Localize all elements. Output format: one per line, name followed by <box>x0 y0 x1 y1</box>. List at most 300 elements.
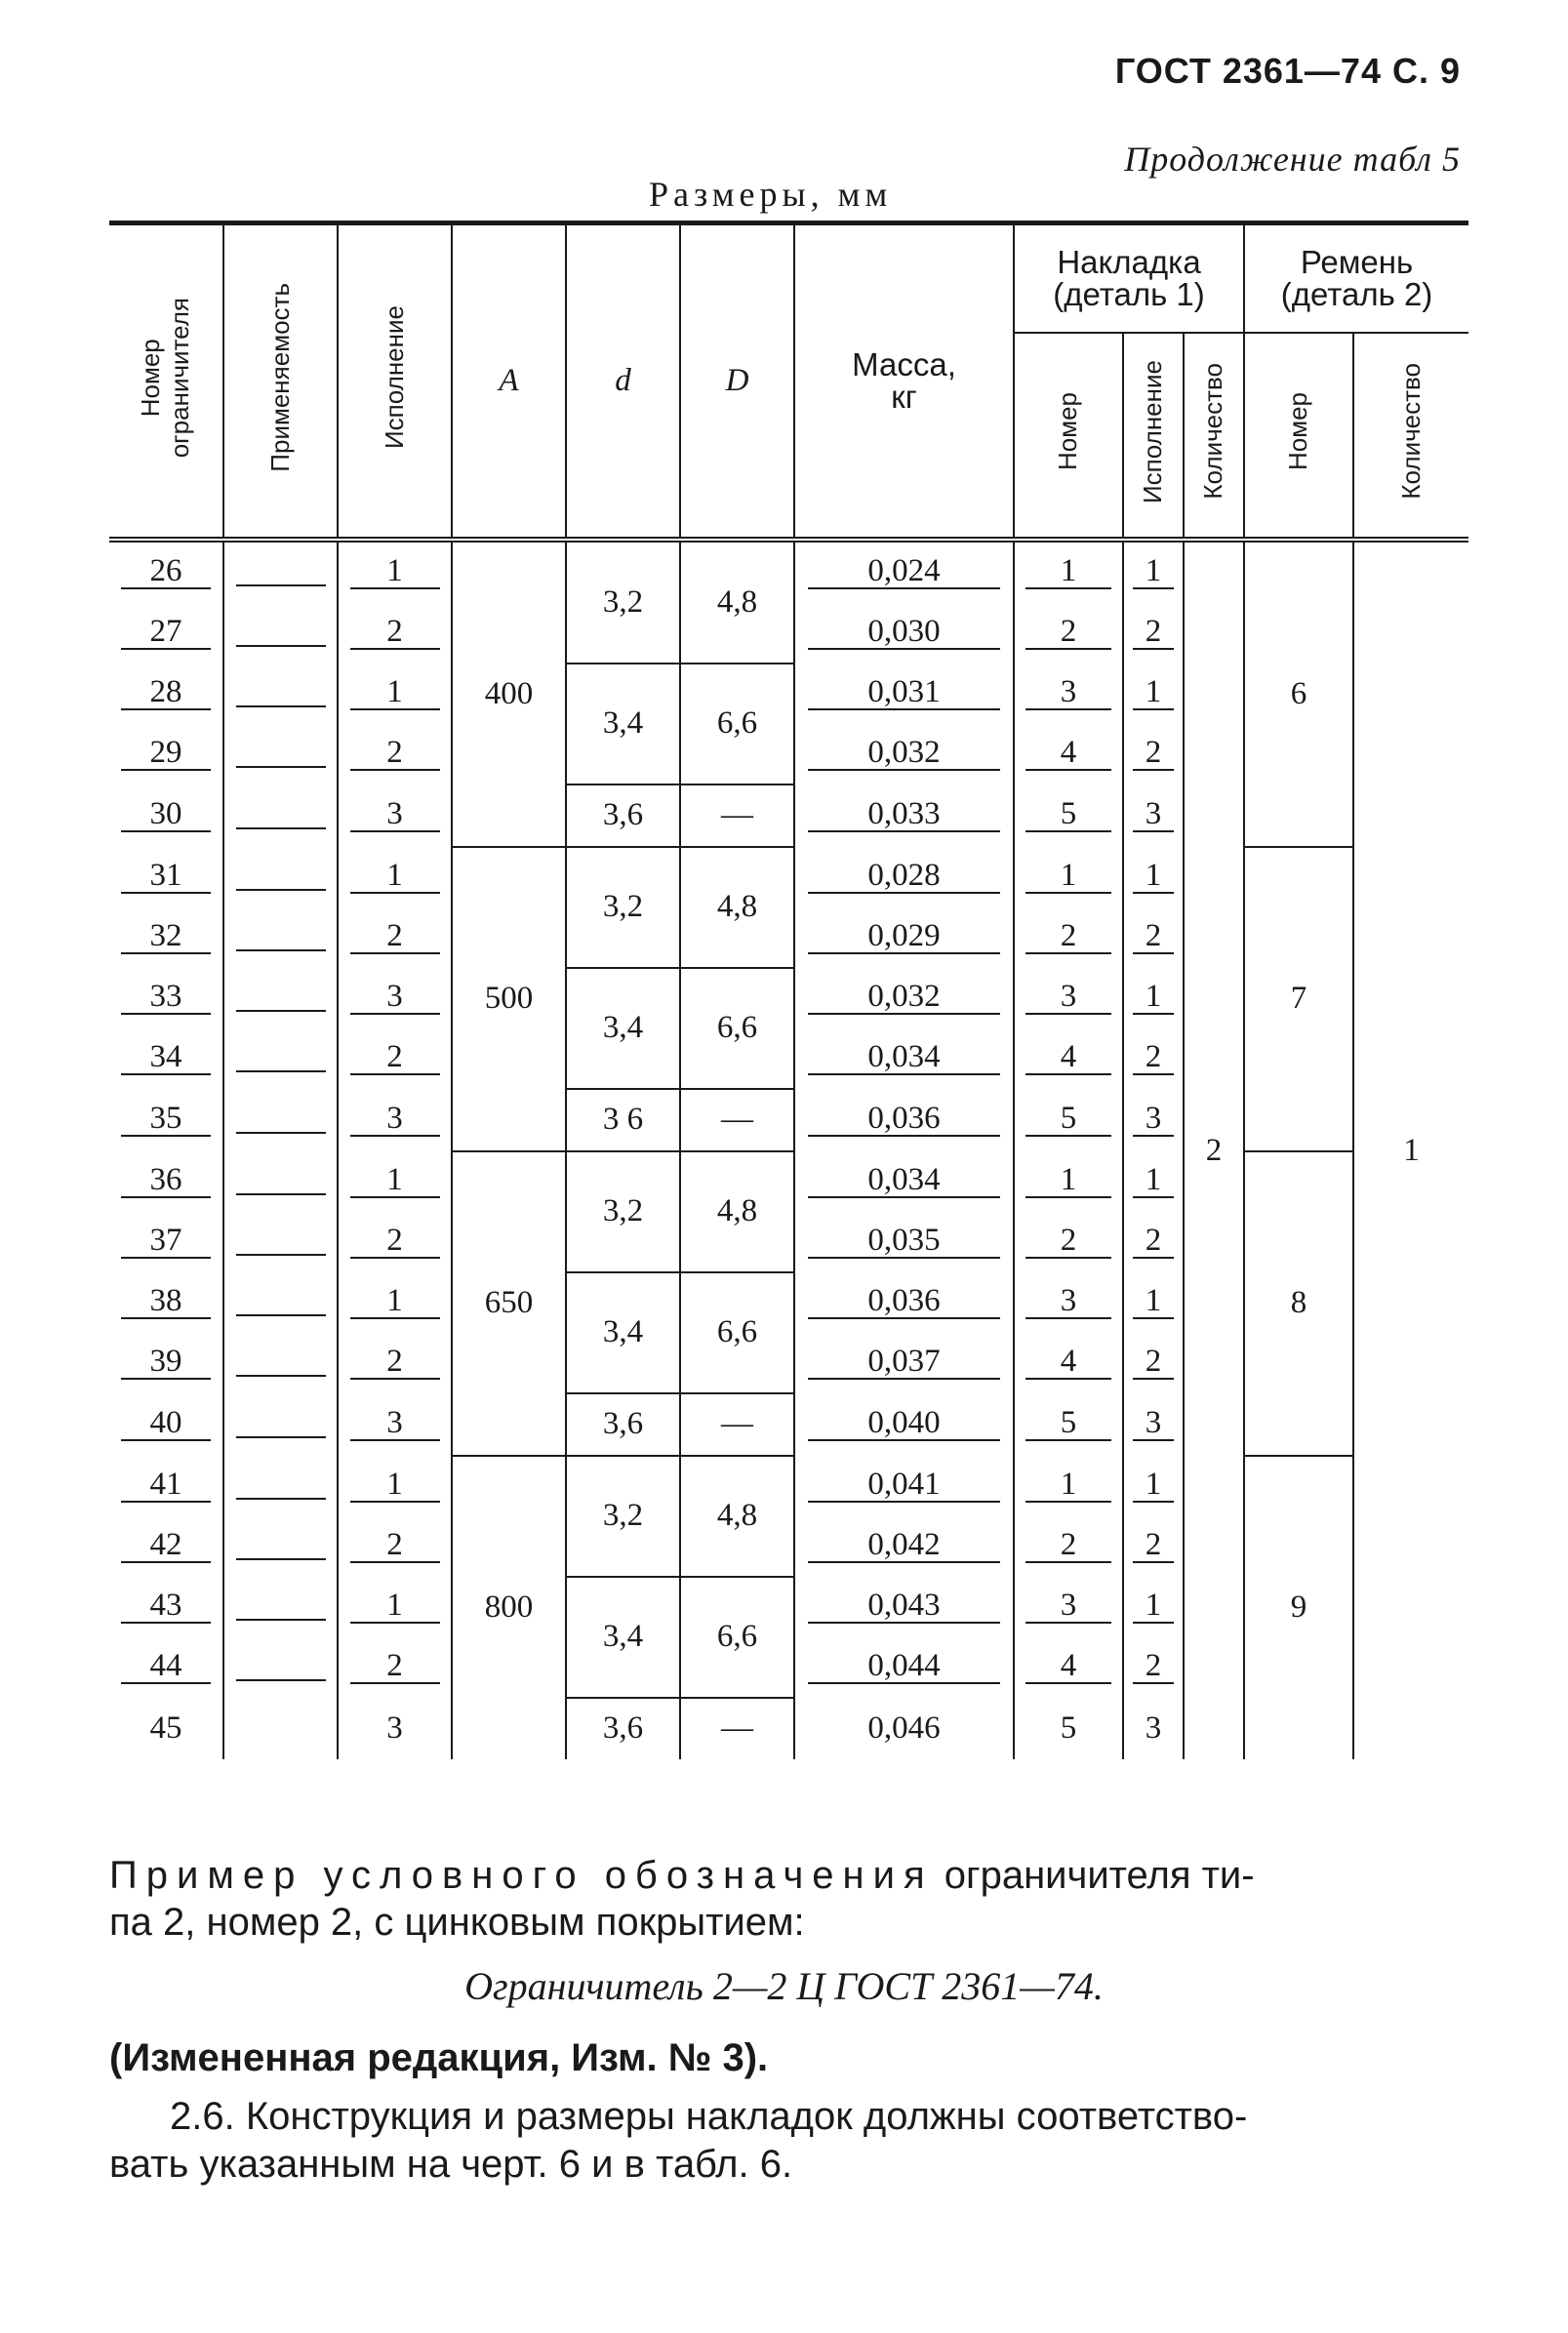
cell-number-text: 30 <box>121 798 212 832</box>
cell-version <box>338 968 452 1028</box>
cell-applicability <box>223 784 338 847</box>
cell-pad-version-text: 2 <box>1133 1529 1174 1563</box>
cell-applicability <box>223 1577 338 1637</box>
cell-number-text: 33 <box>121 981 212 1015</box>
cell-version <box>338 603 452 664</box>
cell-version <box>338 1393 452 1456</box>
cell-number <box>109 1212 223 1272</box>
cell-pad-version <box>1123 664 1184 724</box>
cell-D: — <box>680 1393 794 1456</box>
cell-number-text: 29 <box>121 737 212 771</box>
col-header-d: d <box>566 223 680 540</box>
cell-pad-number-text: 2 <box>1025 920 1111 954</box>
cell-pad-version <box>1123 1516 1184 1577</box>
cell-applicability <box>223 1028 338 1089</box>
cell-pad-version <box>1123 1028 1184 1089</box>
cell-mass <box>794 1212 1014 1272</box>
cell-pad-number <box>1014 1516 1123 1577</box>
cell-A: 500 <box>452 847 566 1151</box>
col-header-belt-group: Ремень (деталь 2) <box>1244 223 1468 333</box>
cell-version <box>338 1212 452 1272</box>
cell-mass-text: 0,028 <box>808 860 999 894</box>
cell-pad-version <box>1123 907 1184 968</box>
cell-pad-number <box>1014 1333 1123 1393</box>
cell-pad-number-text: 5 <box>1025 1103 1111 1137</box>
cell-version-text: 2 <box>350 737 440 771</box>
col-header-mass: Масса, кг <box>794 223 1014 540</box>
cell-d: 3,4 <box>566 968 680 1089</box>
cell-pad-number <box>1014 784 1123 847</box>
cell-pad-number <box>1014 1577 1123 1637</box>
cell-d: 3,2 <box>566 847 680 968</box>
cell-pad-version <box>1123 1577 1184 1637</box>
cell-mass <box>794 907 1014 968</box>
cell-applicability <box>223 1212 338 1272</box>
cell-applicability-blank <box>236 733 326 768</box>
cell-applicability-blank <box>236 1037 326 1072</box>
col-header-D: D <box>680 223 794 540</box>
cell-version-text: 2 <box>350 616 440 650</box>
col-header-pad-number: Номер <box>1014 333 1123 540</box>
cell-applicability <box>223 1393 338 1456</box>
cell-pad-version <box>1123 540 1184 603</box>
cell-mass <box>794 1333 1014 1393</box>
cell-pad-version-text: 1 <box>1133 1589 1174 1624</box>
cell-number <box>109 1151 223 1212</box>
cell-mass-text: 0,034 <box>808 1041 999 1075</box>
cell-version <box>338 1456 452 1516</box>
cell-version-text: 1 <box>350 555 440 589</box>
cell-d: 3,2 <box>566 540 680 664</box>
cell-number <box>109 1516 223 1577</box>
table-row <box>109 1151 1468 1212</box>
cell-number-text: 26 <box>121 555 212 589</box>
cell-D: — <box>680 1698 794 1759</box>
cell-applicability-blank <box>236 1221 326 1256</box>
clause-2-6-line2: вать указанным на черт. 6 и в табл. 6. <box>109 2143 793 2186</box>
cell-D: — <box>680 784 794 847</box>
col-header-version: Исполнение <box>338 223 452 540</box>
cell-version-text: 1 <box>350 860 440 894</box>
cell-number <box>109 724 223 784</box>
cell-number <box>109 1577 223 1637</box>
cell-pad-version-text: 1 <box>1133 1468 1174 1503</box>
cell-A: 800 <box>452 1456 566 1759</box>
cell-applicability-blank <box>236 1709 326 1742</box>
cell-D: 4,8 <box>680 1151 794 1272</box>
cell-A: 650 <box>452 1151 566 1456</box>
cell-d: 3,2 <box>566 1456 680 1577</box>
cell-version <box>338 540 452 603</box>
cell-mass <box>794 664 1014 724</box>
cell-pad-version <box>1123 1456 1184 1516</box>
cell-version-text: 2 <box>350 1041 440 1075</box>
cell-mass-text: 0,024 <box>808 555 999 589</box>
cell-pad-version-text: 2 <box>1133 1650 1174 1684</box>
cell-version-text: 3 <box>386 1710 403 1746</box>
example-paragraph <box>109 1852 1468 1946</box>
cell-belt-number: 9 <box>1244 1456 1353 1759</box>
cell-number <box>109 847 223 907</box>
cell-pad-number <box>1014 847 1123 907</box>
table-continuation-label: Продолжение табл 5 <box>1124 140 1461 179</box>
cell-d: 3,6 <box>566 784 680 847</box>
cell-pad-number-text: 3 <box>1025 1285 1111 1319</box>
cell-belt-number: 8 <box>1244 1151 1353 1456</box>
cell-number-text: 31 <box>121 860 212 894</box>
cell-number-text: 27 <box>121 616 212 650</box>
cell-mass-text: 0,043 <box>808 1589 999 1624</box>
cell-applicability <box>223 1151 338 1212</box>
cell-mass-text: 0,032 <box>808 981 999 1015</box>
cell-applicability <box>223 664 338 724</box>
cell-applicability-blank <box>236 1586 326 1621</box>
cell-mass <box>794 784 1014 847</box>
cell-mass-text: 0,035 <box>808 1225 999 1259</box>
table-row <box>109 847 1468 907</box>
cell-mass <box>794 540 1014 603</box>
cell-belt-qty: 1 <box>1353 540 1468 1759</box>
cell-mass <box>794 1516 1014 1577</box>
cell-pad-number-text: 2 <box>1025 616 1111 650</box>
cell-belt-number: 7 <box>1244 847 1353 1151</box>
cell-number <box>109 1028 223 1089</box>
cell-mass-text: 0,031 <box>808 676 999 710</box>
cell-number <box>109 664 223 724</box>
cell-number-text: 28 <box>121 676 212 710</box>
cell-pad-number <box>1014 907 1123 968</box>
cell-applicability <box>223 968 338 1028</box>
cell-applicability <box>223 1272 338 1333</box>
col-header-pad-version: Исполнение <box>1123 333 1184 540</box>
cell-version <box>338 1028 452 1089</box>
cell-pad-number-text: 2 <box>1025 1529 1111 1563</box>
cell-version-text: 2 <box>350 1650 440 1684</box>
cell-number <box>109 1272 223 1333</box>
cell-pad-number-text: 3 <box>1025 1589 1111 1624</box>
cell-pad-version-text: 3 <box>1133 1407 1174 1441</box>
cell-version <box>338 1516 452 1577</box>
cell-pad-number <box>1014 1698 1123 1759</box>
cell-version-text: 1 <box>350 676 440 710</box>
cell-version-text: 3 <box>350 1103 440 1137</box>
cell-pad-number-text: 3 <box>1025 981 1111 1015</box>
cell-version-text: 3 <box>350 1407 440 1441</box>
cell-mass <box>794 1577 1014 1637</box>
cell-D: — <box>680 1089 794 1151</box>
cell-mass <box>794 1028 1014 1089</box>
cell-applicability <box>223 1456 338 1516</box>
cell-applicability-blank <box>236 856 326 891</box>
cell-mass <box>794 1151 1014 1212</box>
cell-pad-number-text: 4 <box>1025 1041 1111 1075</box>
cell-D: 6,6 <box>680 1272 794 1393</box>
cell-pad-version <box>1123 1272 1184 1333</box>
cell-version-text: 2 <box>350 1346 440 1380</box>
cell-version-text: 2 <box>350 1225 440 1259</box>
cell-pad-number-text: 5 <box>1025 798 1111 832</box>
cell-D: 4,8 <box>680 847 794 968</box>
cell-applicability-blank <box>236 794 326 829</box>
cell-D: 6,6 <box>680 1577 794 1698</box>
cell-pad-version-text: 1 <box>1133 1164 1174 1198</box>
cell-applicability-blank <box>236 1403 326 1438</box>
cell-version-text: 3 <box>350 798 440 832</box>
cell-mass-text: 0,030 <box>808 616 999 650</box>
cell-applicability <box>223 1089 338 1151</box>
cell-pad-number-text: 4 <box>1025 1650 1111 1684</box>
cell-mass-text: 0,044 <box>808 1650 999 1684</box>
cell-version-text: 1 <box>350 1164 440 1198</box>
cell-pad-number <box>1014 1393 1123 1456</box>
cell-applicability <box>223 1516 338 1577</box>
cell-number <box>109 1393 223 1456</box>
col-header-pad-group: Накладка (деталь 1) <box>1014 223 1244 333</box>
example-spaced-text: Пример условного обозначения <box>109 1854 934 1897</box>
cell-applicability <box>223 603 338 664</box>
cell-applicability <box>223 1333 338 1393</box>
cell-applicability <box>223 847 338 907</box>
cell-d: 3,4 <box>566 664 680 784</box>
cell-pad-version-text: 2 <box>1133 1041 1174 1075</box>
cell-pad-version-text: 2 <box>1133 920 1174 954</box>
cell-mass <box>794 724 1014 784</box>
cell-number <box>109 1333 223 1393</box>
cell-d: 3,2 <box>566 1151 680 1272</box>
col-header-number: Номер ограничителя <box>109 223 223 540</box>
cell-pad-number-text: 5 <box>1060 1710 1077 1746</box>
cell-applicability-blank <box>236 1099 326 1134</box>
cell-version <box>338 1151 452 1212</box>
cell-mass-text: 0,041 <box>808 1468 999 1503</box>
cell-number <box>109 968 223 1028</box>
cell-number-text: 37 <box>121 1225 212 1259</box>
cell-pad-version-text: 3 <box>1145 1710 1162 1746</box>
cell-number-text: 35 <box>121 1103 212 1137</box>
cell-mass <box>794 1272 1014 1333</box>
cell-applicability-blank <box>236 1160 326 1195</box>
cell-mass <box>794 603 1014 664</box>
cell-number-text: 34 <box>121 1041 212 1075</box>
cell-pad-version-text: 1 <box>1133 676 1174 710</box>
cell-applicability <box>223 540 338 603</box>
col-header-belt-qty: Количество <box>1353 333 1468 540</box>
cell-applicability <box>223 1637 338 1698</box>
cell-version-text: 1 <box>350 1468 440 1503</box>
cell-mass-text: 0,046 <box>867 1710 941 1746</box>
cell-pad-number <box>1014 1637 1123 1698</box>
cell-number <box>109 1637 223 1698</box>
cell-applicability-blank <box>236 1342 326 1377</box>
cell-pad-version <box>1123 724 1184 784</box>
cell-applicability-blank <box>236 672 326 707</box>
cell-number-text: 40 <box>121 1407 212 1441</box>
cell-mass <box>794 968 1014 1028</box>
cell-pad-version <box>1123 847 1184 907</box>
cell-pad-version-text: 1 <box>1133 981 1174 1015</box>
cell-mass-text: 0,037 <box>808 1346 999 1380</box>
cell-d: 3,4 <box>566 1272 680 1393</box>
cell-d: 3,6 <box>566 1393 680 1456</box>
cell-version <box>338 1272 452 1333</box>
example-rest-text: ограничителя ти- <box>933 1854 1255 1897</box>
cell-version <box>338 907 452 968</box>
cell-number <box>109 907 223 968</box>
cell-number-text: 45 <box>149 1710 182 1746</box>
col-header-belt-number: Номер <box>1244 333 1353 540</box>
cell-pad-number <box>1014 1089 1123 1151</box>
cell-mass <box>794 1698 1014 1759</box>
cell-pad-version <box>1123 1212 1184 1272</box>
cell-applicability <box>223 724 338 784</box>
cell-version-text: 3 <box>350 981 440 1015</box>
cell-pad-number-text: 2 <box>1025 1225 1111 1259</box>
cell-mass <box>794 1393 1014 1456</box>
cell-version <box>338 1333 452 1393</box>
cell-pad-version <box>1123 1393 1184 1456</box>
col-header-applicability: Применяемость <box>223 223 338 540</box>
cell-pad-number <box>1014 1456 1123 1516</box>
cell-mass-text: 0,042 <box>808 1529 999 1563</box>
page-header: ГОСТ 2361—74 С. 9 <box>1114 51 1461 91</box>
cell-pad-version-text: 1 <box>1133 555 1174 589</box>
cell-number-text: 38 <box>121 1285 212 1319</box>
cell-mass <box>794 1089 1014 1151</box>
cell-applicability <box>223 907 338 968</box>
cell-mass-text: 0,040 <box>808 1407 999 1441</box>
cell-number-text: 41 <box>121 1468 212 1503</box>
cell-pad-version <box>1123 1089 1184 1151</box>
col-header-A: A <box>452 223 566 540</box>
cell-pad-version <box>1123 1698 1184 1759</box>
cell-number <box>109 784 223 847</box>
cell-pad-version-text: 1 <box>1133 1285 1174 1319</box>
cell-pad-number <box>1014 1028 1123 1089</box>
cell-version <box>338 784 452 847</box>
cell-pad-number-text: 1 <box>1025 1468 1111 1503</box>
cell-mass-text: 0,032 <box>808 737 999 771</box>
cell-pad-version-text: 2 <box>1133 1225 1174 1259</box>
cell-pad-number <box>1014 1151 1123 1212</box>
cell-pad-version <box>1123 1151 1184 1212</box>
col-header-pad-qty: Количество <box>1184 333 1244 540</box>
cell-version-text: 1 <box>350 1589 440 1624</box>
cell-mass-text: 0,034 <box>808 1164 999 1198</box>
cell-version <box>338 1637 452 1698</box>
cell-pad-version-text: 2 <box>1133 616 1174 650</box>
cell-pad-number-text: 4 <box>1025 1346 1111 1380</box>
cell-number <box>109 1456 223 1516</box>
cell-pad-version <box>1123 784 1184 847</box>
cell-number <box>109 1698 223 1759</box>
cell-pad-version <box>1123 968 1184 1028</box>
cell-mass <box>794 1637 1014 1698</box>
cell-pad-version-text: 1 <box>1133 860 1174 894</box>
cell-d: 3,6 <box>566 1698 680 1759</box>
cell-applicability-blank <box>236 1646 326 1681</box>
example-line2: па 2, номер 2, с цинковым покрытием: <box>109 1901 805 1944</box>
table-row <box>109 1456 1468 1516</box>
cell-number-text: 32 <box>121 920 212 954</box>
cell-number-text: 42 <box>121 1529 212 1563</box>
cell-mass-text: 0,029 <box>808 920 999 954</box>
cell-pad-number <box>1014 968 1123 1028</box>
cell-version-text: 2 <box>350 920 440 954</box>
clause-2-6-line1: 2.6. Конструкция и размеры накладок должны соответство- <box>170 2095 1248 2138</box>
cell-applicability-blank <box>236 1281 326 1316</box>
cell-pad-number-text: 5 <box>1025 1407 1111 1441</box>
cell-applicability-blank <box>236 1525 326 1560</box>
cell-number <box>109 540 223 603</box>
cell-mass-text: 0,033 <box>808 798 999 832</box>
cell-version <box>338 1577 452 1637</box>
cell-pad-version-text: 3 <box>1133 1103 1174 1137</box>
cell-mass <box>794 1456 1014 1516</box>
cell-version <box>338 847 452 907</box>
cell-pad-number <box>1014 1272 1123 1333</box>
cell-mass-text: 0,036 <box>808 1103 999 1137</box>
cell-number-text: 43 <box>121 1589 212 1624</box>
cell-pad-version-text: 2 <box>1133 737 1174 771</box>
cell-mass <box>794 847 1014 907</box>
cell-pad-number <box>1014 724 1123 784</box>
cell-number-text: 36 <box>121 1164 212 1198</box>
cell-applicability-blank <box>236 916 326 951</box>
cell-pad-number-text: 1 <box>1025 1164 1111 1198</box>
cell-pad-qty: 2 <box>1184 540 1244 1759</box>
cell-A: 400 <box>452 540 566 847</box>
cell-number <box>109 1089 223 1151</box>
cell-pad-number <box>1014 664 1123 724</box>
units-label: Размеры, мм <box>649 175 893 214</box>
cell-belt-number: 6 <box>1244 540 1353 847</box>
cell-version <box>338 724 452 784</box>
cell-number-text: 44 <box>121 1650 212 1684</box>
cell-number <box>109 603 223 664</box>
cell-mass-text: 0,036 <box>808 1285 999 1319</box>
designation-example: Ограничитель 2—2 Ц ГОСТ 2361—74. <box>464 1964 1104 2008</box>
cell-d: 3 6 <box>566 1089 680 1151</box>
cell-version-text: 2 <box>350 1529 440 1563</box>
dimensions-table <box>109 221 1468 1759</box>
cell-pad-version-text: 3 <box>1133 798 1174 832</box>
cell-applicability-blank <box>236 977 326 1012</box>
cell-pad-version <box>1123 603 1184 664</box>
cell-pad-number <box>1014 1212 1123 1272</box>
cell-D: 6,6 <box>680 968 794 1089</box>
cell-pad-version <box>1123 1333 1184 1393</box>
cell-pad-version <box>1123 1637 1184 1698</box>
cell-version <box>338 664 452 724</box>
cell-version-text: 1 <box>350 1285 440 1319</box>
cell-D: 4,8 <box>680 1456 794 1577</box>
amendment-note: (Измененная редакция, Изм. № 3). <box>109 2036 769 2079</box>
cell-pad-version-text: 2 <box>1133 1346 1174 1380</box>
cell-version <box>338 1698 452 1759</box>
cell-applicability-blank <box>236 1465 326 1500</box>
cell-pad-number-text: 4 <box>1025 737 1111 771</box>
cell-pad-number-text: 3 <box>1025 676 1111 710</box>
cell-number-text: 39 <box>121 1346 212 1380</box>
cell-pad-number-text: 1 <box>1025 555 1111 589</box>
cell-applicability <box>223 1698 338 1759</box>
cell-pad-number-text: 1 <box>1025 860 1111 894</box>
cell-version <box>338 1089 452 1151</box>
cell-pad-number <box>1014 603 1123 664</box>
cell-pad-number <box>1014 540 1123 603</box>
table-row <box>109 540 1468 603</box>
cell-D: 6,6 <box>680 664 794 784</box>
